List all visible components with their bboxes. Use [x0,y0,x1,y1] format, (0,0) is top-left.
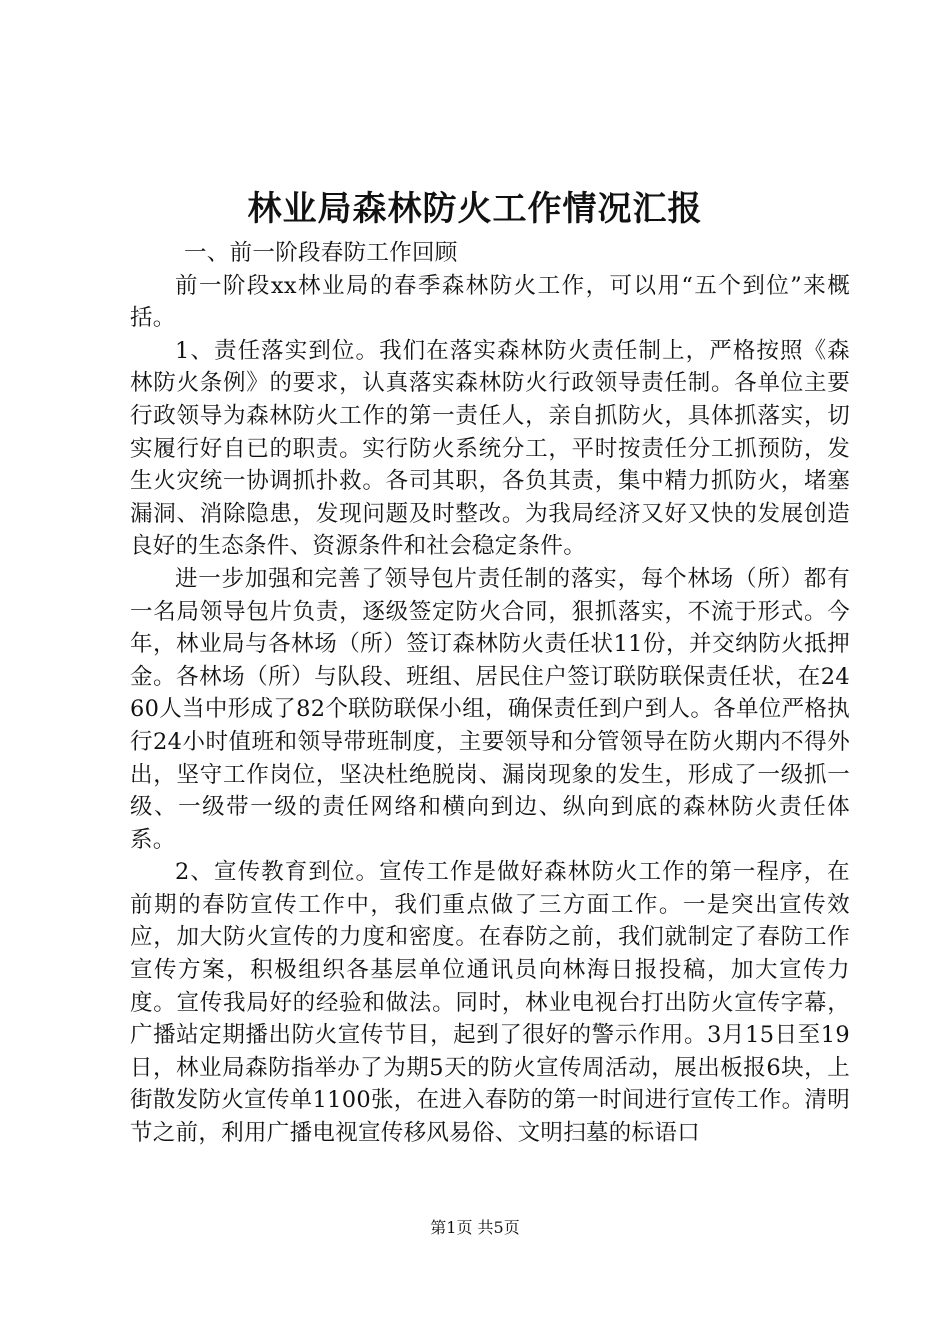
paragraph-responsibility: 1、责任落实到位。我们在落实森林防火责任制上，严格按照《森林防火条例》的要求，认真落实森林防火行政领导责任制。各单位主要行政领导为森林防火工作的第一责任人，亲自抓防火，具体抓落实，切实履行好自已的职责。实行防火系统分工，平时按责任分工抓预防，发生火灾统一协调抓扑救。各司其职，各负其责，集中精力抓防火，堵塞漏洞、消除隐患，发现问题及时整改。为我局经济又好又快的发展创造良好的生态条件、资源条件和社会稳定条件。 [130,337,850,560]
document-title: 林业局森林防火工作情况汇报 [247,189,703,229]
paragraph-publicity: 2、宣传教育到位。宣传工作是做好森林防火工作的第一程序，在前期的春防宣传工作中，我们重点做了三方面工作。一是突出宣传效应，加大防火宣传的力度和密度。在春防之前，我们就制定了春防工作宣传方案，积极组织各基层单位通讯员向林海日报投稿，加大宣传力度。宣传我局好的经验和做法。同时，林业电视台打出防火宣传字幕，广播站定期播出防火宣传节目，起到了很好的警示作用。3月15日至19日，林业局森防指举办了为期5天的防火宣传周活动，展出板报6块，上街散发防火宣传单1100张，在进入春防的第一时间进行宣传工作。清明节之前，利用广播电视宣传移风易俗、文明扫墓的标语口 [130,859,850,1147]
document-body [130,237,850,1150]
section-heading: 一、前一阶段春防工作回顾 [184,240,458,266]
page-footer: 第1页 共5页 [430,1218,520,1237]
paragraph-leadership: 进一步加强和完善了领导包片责任制的落实，每个林场（所）都有一名局领导包片负责，逐级签定防火合同，狠抓落实，不流于形式。今年，林业局与各林场（所）签订森林防火责任状11份，并交纳防火抵押金。各林场（所）与队段、班组、居民住户签订联防联保责任状，在2460人当中形成了82个联防联保小组，确保责任到户到人。各单位严格执行24小时值班和领导带班制度，主要领导和分管领导在防火期内不得外出，坚守工作岗位，坚决杜绝脱岗、漏岗现象的发生，形成了一级抓一级、一级带一级的责任网络和横向到边、纵向到底的森林防火责任体系。 [130,565,850,853]
paragraph-intro: 前一阶段xx林业局的春季森林防火工作，可以用“五个到位”来概括。 [130,272,850,332]
